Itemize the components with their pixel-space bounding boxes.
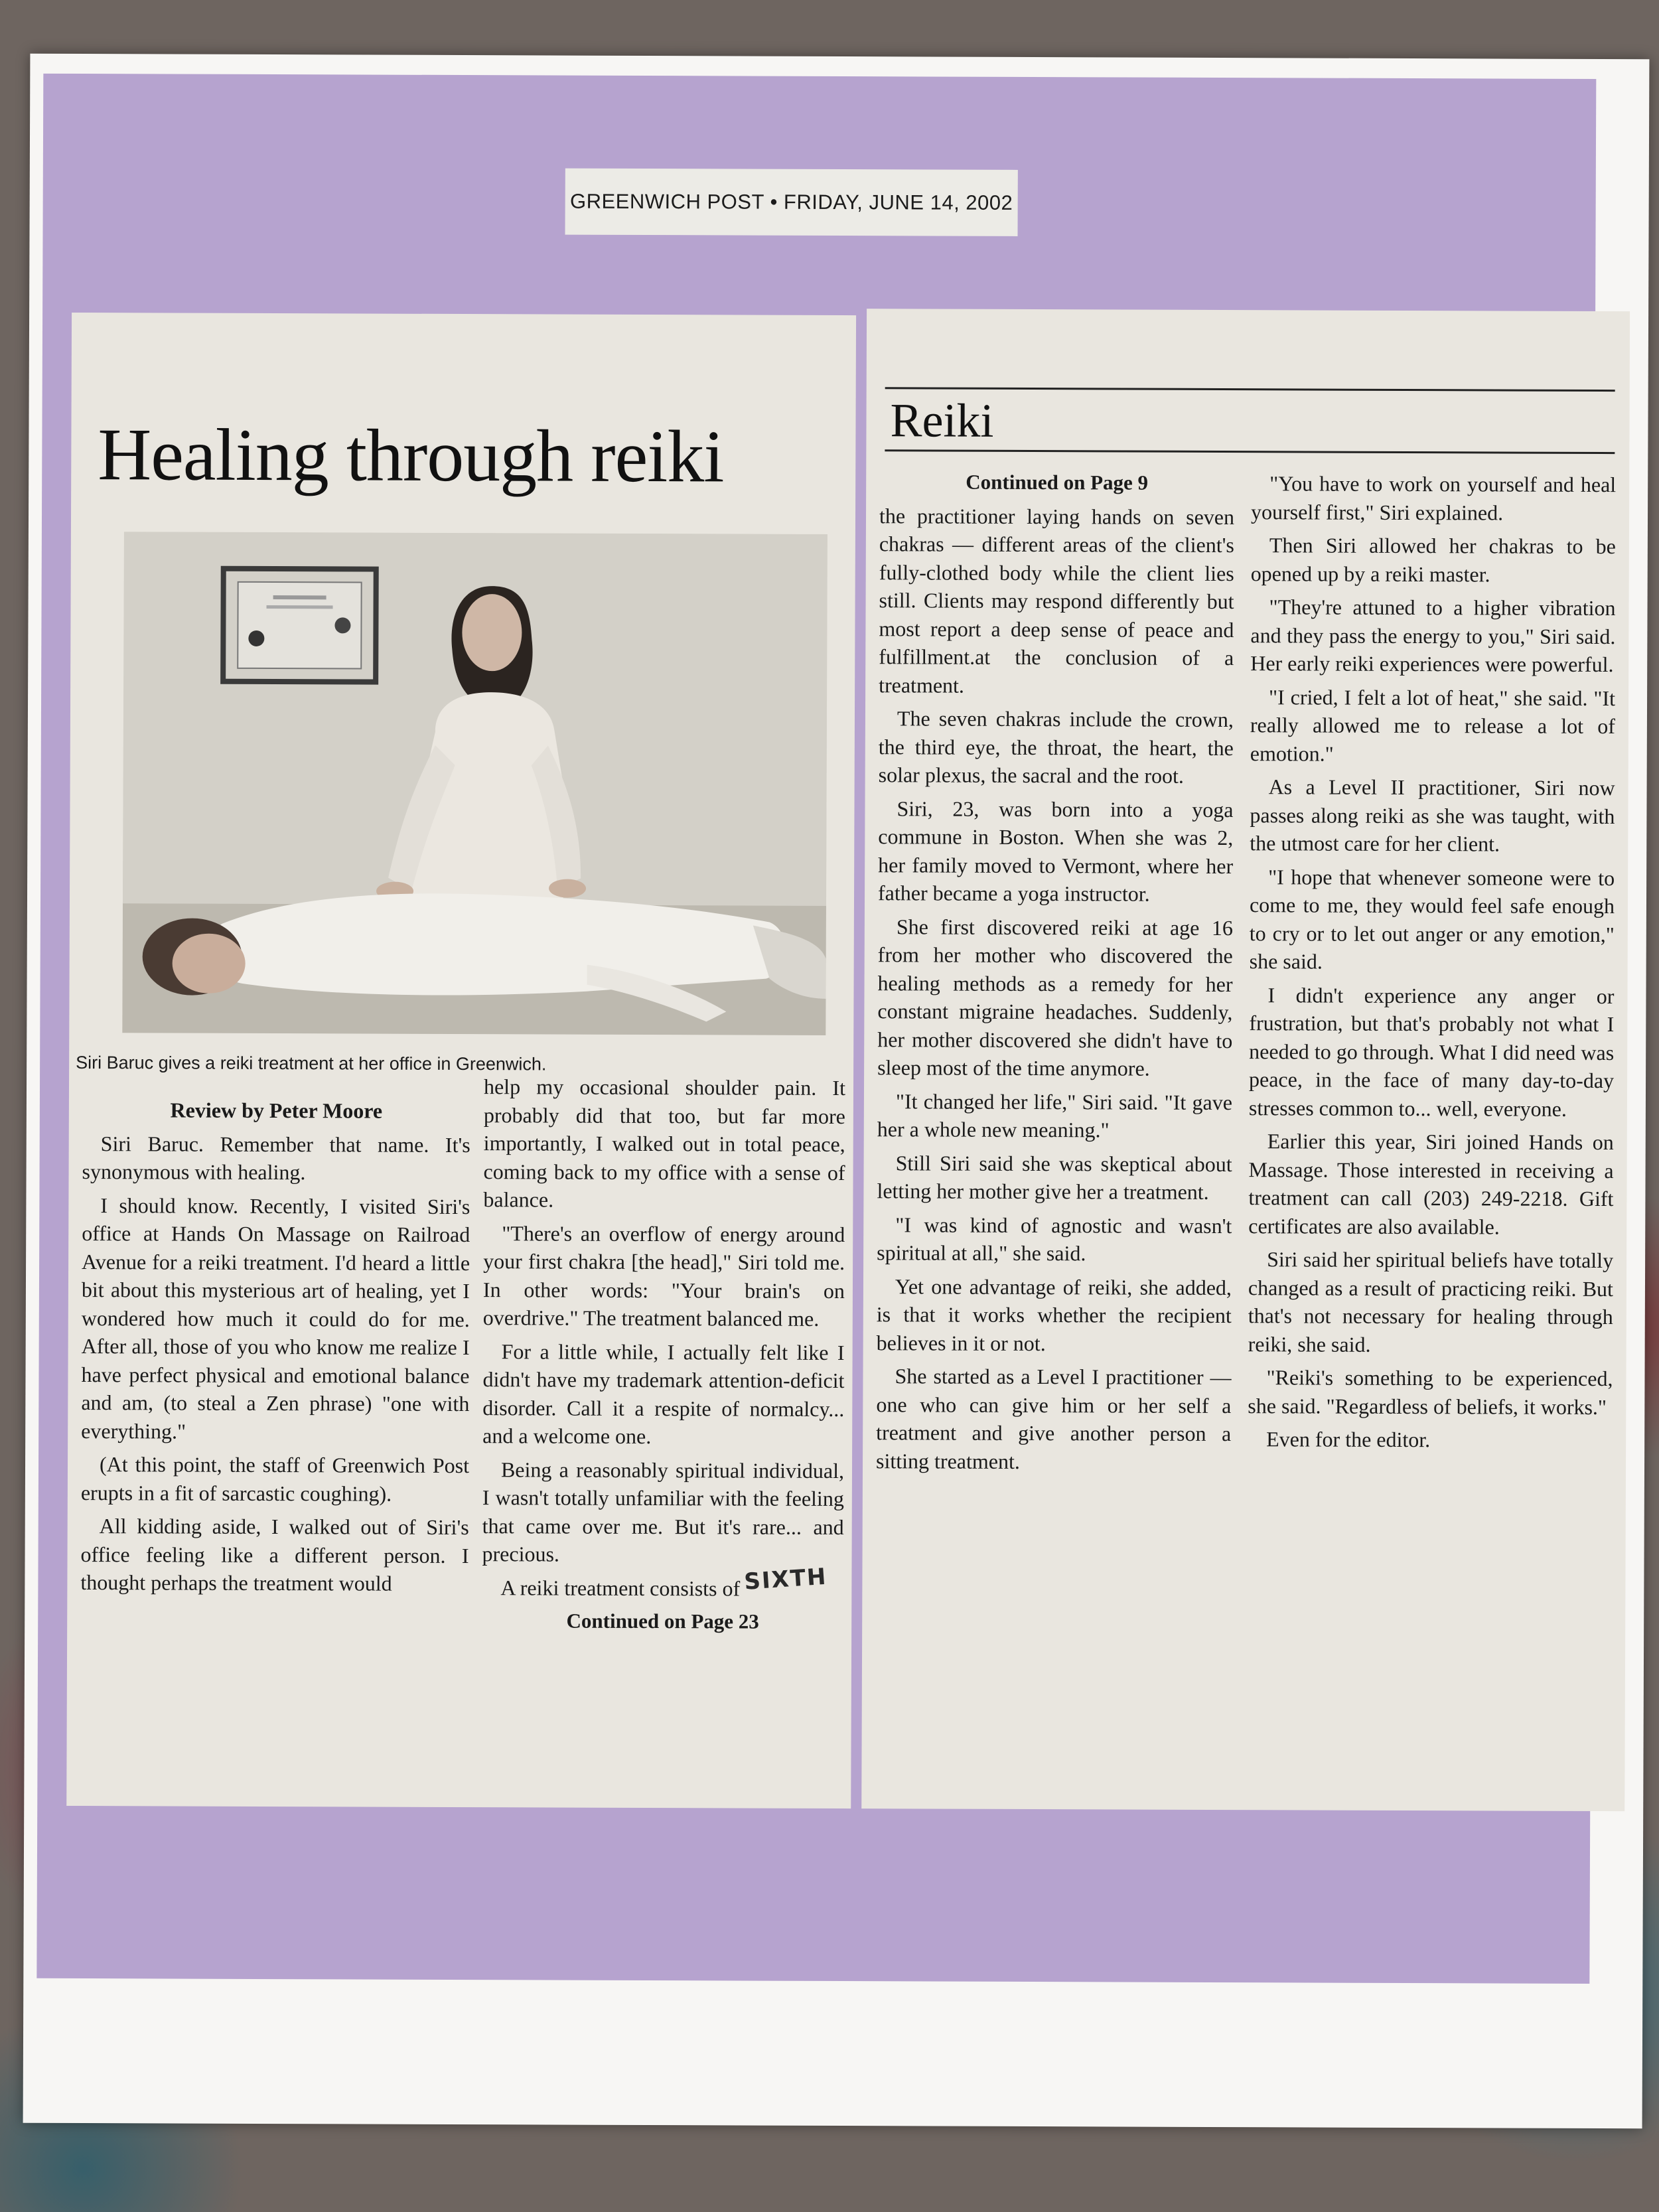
paragraph: Siri Baruc. Remember that name. It's synonymous with healing. [82, 1131, 470, 1185]
left-column-2 [482, 1072, 845, 1636]
photo-caption: Siri Baruc gives a reiki treatment at her office in Greenwich. [76, 1053, 547, 1074]
paragraph: She started as a Level I practitioner — one who can give him or her self a treatment and give another person a sitting treatment. [875, 1364, 1232, 1473]
paragraph: I didn't experience any anger or frustration, but that's probably not what I needed to go through. What I did need was peace, in the face of many day-to-day stresses common to... well, everyone. [1248, 982, 1615, 1121]
right-clipping [861, 309, 1630, 1811]
paragraph: As a Level II practitioner, Siri now passes along reiki as she was taught, with the utmost care for her client. [1250, 774, 1615, 856]
paragraph: "They're attuned to a higher vibration and they pass the energy to you," Siri said. Her early reiki experiences were powerful. [1250, 595, 1616, 677]
section-rule-top [885, 387, 1615, 392]
paragraph: Siri, 23, was born into a yoga commune in Boston. When she was 2, her family moved to Vermont, where her father became a yoga instructor. [877, 796, 1234, 906]
right-column-1 [876, 468, 1234, 1476]
section-rule-bottom [885, 449, 1615, 454]
paragraph: "It changed her life," Siri said. "It gave her a whole new meaning." [877, 1088, 1233, 1142]
handwritten-correction: SIXTH [743, 1563, 828, 1595]
paragraph: A reiki treatment consists of [500, 1575, 741, 1600]
paragraph: "You have to work on yourself and heal yourself first," Siri explained. [1250, 471, 1617, 525]
paragraph: "There's an overflow of energy around your first chakra [the head]," Siri told me. In other words: "Your brain's on overdrive." The treatment balanced me. [482, 1220, 845, 1331]
paragraph: Earlier this year, Siri joined Hands on Massage. Those interested in receiving a treatment can call (203) 249-2218. Gift certificates are also available. [1248, 1129, 1614, 1238]
paragraph: "I cried, I felt a lot of heat," she said. "It really allowed me to release a lot of emotion." [1250, 684, 1616, 766]
paragraph: I should know. Recently, I visited Siri's office at Hands On Massage on Railroad Avenue for a reiki treatment. I'd heard a little bit about this mysterious art of healing, yet I wondered how much it could do for me. After all, those of you who know me realize I have perfect physical and emotional balance and am, (to steal a Zen phrase) "one with everything." [81, 1193, 470, 1443]
left-column-1 [80, 1096, 470, 1598]
paragraph: the practitioner laying hands on seven chakras — different areas of the client's fully-clothed body while the client lies still. Clients may respond differently but most report a deep sense of peace and fulfillment.at the conclusion of a treatment. [879, 503, 1235, 698]
continued-on-page-23: Continued on Page 23 [566, 1609, 759, 1633]
paragraph: (At this point, the staff of Greenwich Post erupts in a fit of sarcastic coughing). [80, 1452, 470, 1506]
article-photo [122, 532, 828, 1035]
paragraph: She first discovered reiki at age 16 from her mother who discovered the healing methods as a remedy for her constant migraine headaches. Suddenly, her mother discovered she didn't have to sleep most of the time anymore. [877, 914, 1233, 1080]
paragraph: The seven chakras include the crown, the third eye, the throat, the heart, the solar plexus, the sacral and the root. [878, 706, 1234, 788]
paragraph: Being a reasonably spiritual individual, I wasn't totally unfamiliar with the feeling that came over me. But it's rare... and precious. [482, 1457, 845, 1566]
section-label: Reiki [890, 394, 994, 447]
paragraph: "Reiki's something to be experienced, she said. "Regardless of beliefs, it works." [1248, 1365, 1613, 1419]
paragraph: Still Siri said she was skeptical about letting her mother give her a treatment. [877, 1150, 1232, 1204]
paragraph: "I was kind of agnostic and wasn't spiritual at all," she said. [877, 1212, 1232, 1266]
paragraph: For a little while, I actually felt like I didn't have my trademark attention-deficit disorder. Call it a respite of normalcy... and a welcome one. [482, 1339, 845, 1449]
continued-on-page-9: Continued on Page 9 [966, 470, 1149, 494]
right-column-2 [1248, 469, 1616, 1454]
paragraph: Yet one advantage of reiki, she added, is that it works whether the recipient believes in it or not. [876, 1274, 1232, 1355]
left-clipping [66, 313, 856, 1808]
reiki-treatment-photo [122, 532, 828, 1035]
paragraph: All kidding aside, I walked out of Siri's office feeling like a different person. I thought perhaps the treatment would [80, 1514, 469, 1595]
paragraph: "I hope that whenever someone were to come to me, they would feel safe enough to cry or to let out anger or any emotion," she said. [1249, 864, 1615, 974]
paper-sheet [23, 54, 1650, 2128]
headline: Healing through reiki [98, 413, 724, 498]
paragraph: Even for the editor. [1266, 1427, 1431, 1452]
paragraph: help my occasional shoulder pain. It probably did that too, but far more importantly, I walked out in total peace, coming back to my office with a sense of balance. [483, 1074, 846, 1212]
paragraph: Then Siri allowed her chakras to be opened up by a reiki master. [1250, 533, 1616, 586]
byline: Review by Peter Moore [170, 1098, 383, 1123]
paragraph: Siri said her spiritual beliefs have totally changed as a result of practicing reiki. But that's not necessary for healing through reiki, she said. [1248, 1247, 1614, 1357]
newspaper-masthead: GREENWICH POST • FRIDAY, JUNE 14, 2002 [565, 169, 1018, 236]
